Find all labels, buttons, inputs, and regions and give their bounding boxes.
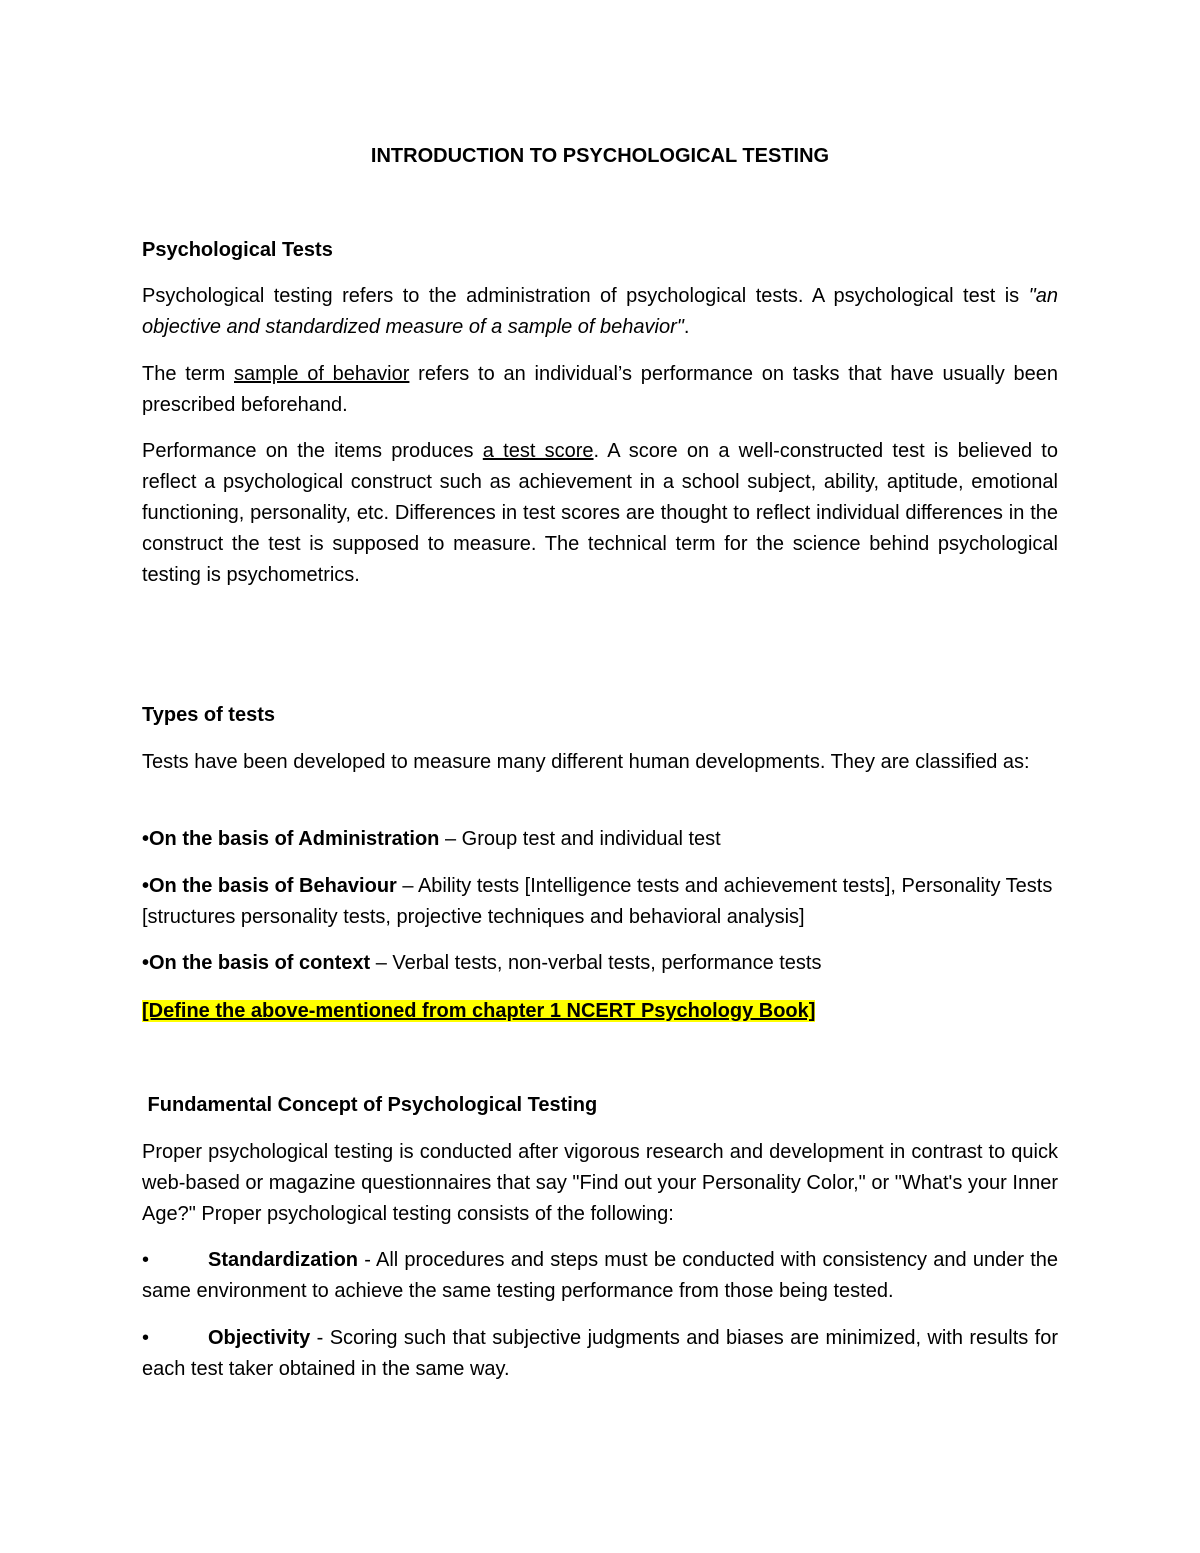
bullet-mark: • bbox=[142, 1327, 150, 1349]
definition-end: . bbox=[683, 316, 690, 338]
bullet-text-standardization: - All procedures and steps must be conducted with consistency and under the same environment to achieve the same testing performance from those being tested. bbox=[142, 1249, 1058, 1302]
item-text-behaviour: – Ability tests [Intelligence tests and achievement tests], Personality Tests [structures personality tests, projective techniques and behavioral analysis] bbox=[142, 875, 1053, 928]
section-heading-psychological-tests: Psychological Tests bbox=[142, 239, 333, 261]
bullet-text-objectivity: - Scoring such that subjective judgments and biases are minimized, with results for each test taker obtained in the same way. bbox=[142, 1327, 1058, 1380]
paragraph-fundamental-intro: Proper psychological testing is conducted after vigorous research and development in contrast to quick web-based or magazine questionnaires that say "Find out your Personality Color," or "What's your Inner Age?" Proper psychological testing consists of the following: bbox=[142, 1141, 1058, 1225]
bullet-label-objectivity: Objectivity bbox=[208, 1327, 311, 1349]
paragraph-definition-text: Psychological testing refers to the administration of psychological tests. A psychological test is bbox=[142, 285, 1020, 307]
item-label-behaviour: •On the basis of Behaviour bbox=[142, 875, 397, 897]
section-heading-fundamental-concept: Fundamental Concept of Psychological Testing bbox=[142, 1094, 598, 1116]
bullet-objectivity bbox=[142, 1323, 1058, 1385]
term-test-score: a test score bbox=[482, 440, 594, 462]
list-item-administration bbox=[142, 824, 1058, 855]
item-label-administration: •On the basis of Administration bbox=[142, 828, 440, 850]
list-item-behaviour bbox=[142, 871, 1058, 933]
list-item-context bbox=[142, 948, 1058, 979]
bullet-mark: • bbox=[142, 1249, 150, 1271]
sample-before: The term bbox=[142, 363, 234, 385]
score-before: Performance on the items produces bbox=[142, 440, 483, 462]
highlighted-note bbox=[142, 996, 1058, 1027]
paragraph-sample-of-behavior bbox=[142, 359, 1058, 421]
document-title: INTRODUCTION TO PSYCHOLOGICAL TESTING bbox=[370, 145, 830, 167]
paragraph-test-score bbox=[142, 436, 1058, 591]
item-text-administration: – Group test and individual test bbox=[439, 828, 721, 850]
item-text-context: – Verbal tests, non-verbal tests, performance tests bbox=[370, 952, 822, 974]
item-label-context: •On the basis of context bbox=[142, 952, 371, 974]
definition-quote: "an objective and standardized measure of a sample of behavior" bbox=[142, 285, 1059, 338]
paragraph-types-intro: Tests have been developed to measure many different human developments. They are classified as: bbox=[142, 751, 1030, 773]
sample-after: refers to an individual’s performance on tasks that have usually been prescribed beforehand. bbox=[142, 363, 1059, 416]
section-heading-types-of-tests: Types of tests bbox=[142, 704, 275, 726]
bullet-label-standardization: Standardization bbox=[208, 1249, 359, 1271]
ncert-note: [Define the above-mentioned from chapter 1 NCERT Psychology Book] bbox=[142, 1000, 816, 1022]
score-after: . A score on a well-constructed test is believed to reflect a psychological construct such as achievement in a school subject, ability, aptitude, emotional functioning, personality, etc. Differences in test scores are thought to reflect individual differences in the construct the test is supposed to measure. The technical term for the science behind psychological testing is psychometrics. bbox=[142, 440, 1058, 586]
term-sample-of-behavior: sample of behavior bbox=[234, 363, 410, 385]
paragraph-definition bbox=[142, 281, 1058, 343]
bullet-standardization bbox=[142, 1245, 1058, 1307]
